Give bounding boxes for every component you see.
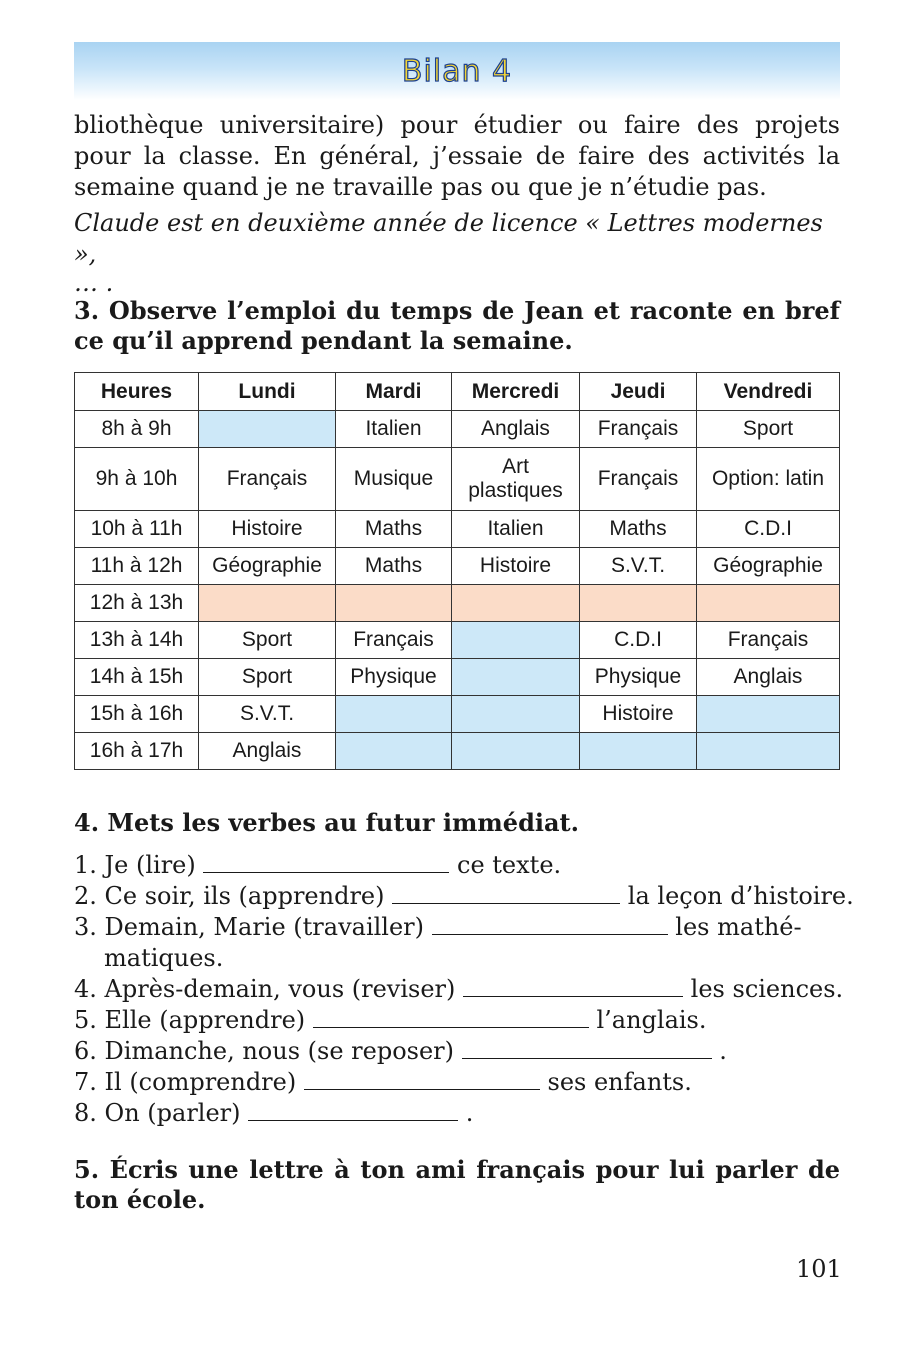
table-row: [75, 448, 840, 511]
subject-cell: S.V.T.: [199, 696, 336, 733]
subject-cell: S.V.T.: [580, 548, 697, 585]
empty-cell: [580, 733, 697, 770]
answer-blank[interactable]: [203, 850, 449, 873]
hour-cell: 9h à 10h: [75, 448, 199, 511]
item-suffix: les sciences.: [690, 975, 844, 1003]
header-cell: Vendredi: [697, 373, 840, 411]
subject-cell: Sport: [199, 659, 336, 696]
hour-cell: 15h à 16h: [75, 696, 199, 733]
list-item: [74, 912, 840, 943]
table-row: [75, 696, 840, 733]
item-suffix: la leçon d’histoire.: [627, 882, 854, 910]
table-row: [75, 733, 840, 770]
subject-cell: C.D.I: [697, 511, 840, 548]
list-item: [74, 1005, 840, 1036]
subject-cell: Art plastiques: [452, 448, 580, 511]
list-item: [74, 881, 854, 912]
subject-cell: Anglais: [452, 411, 580, 448]
item-prompt: 3. Demain, Marie (travailler): [74, 913, 425, 941]
list-item: [74, 850, 840, 881]
lunch-cell: [336, 585, 452, 622]
table-row: [75, 411, 840, 448]
item-suffix: l’anglais.: [596, 1006, 707, 1034]
subject-cell: Physique: [580, 659, 697, 696]
subject-cell: Histoire: [580, 696, 697, 733]
chapter-header: [74, 42, 840, 100]
exercise-4: [74, 808, 840, 838]
subject-cell: C.D.I: [580, 622, 697, 659]
subject-cell: Français: [336, 622, 452, 659]
item-suffix: ses enfants.: [547, 1068, 692, 1096]
exercise-4-list: [74, 850, 854, 1129]
exercise-3-title-line: ce qu’il apprend pendant la semaine.: [74, 326, 573, 355]
header-cell: Mardi: [336, 373, 452, 411]
intro-line: semaine quand je ne travaille pas ou que je n’étudie pas.: [74, 173, 767, 201]
hour-cell: 8h à 9h: [75, 411, 199, 448]
header-cell: Jeudi: [580, 373, 697, 411]
subject-cell: Histoire: [199, 511, 336, 548]
item-suffix: .: [465, 1099, 474, 1127]
subject-cell: Maths: [336, 548, 452, 585]
hour-cell: 14h à 15h: [75, 659, 199, 696]
chapter-title: Bilan 4: [401, 53, 513, 89]
table-row: [75, 548, 840, 585]
list-item: [74, 974, 844, 1005]
empty-cell: [452, 733, 580, 770]
lunch-cell: [580, 585, 697, 622]
subject-cell: Option: latin: [697, 448, 840, 511]
subject-cell: Italien: [336, 411, 452, 448]
subject-cell: Musique: [336, 448, 452, 511]
subject-cell: Géographie: [697, 548, 840, 585]
exercise-3-title: [74, 296, 840, 356]
exercise-4-title: 4. Mets les verbes au futur immédiat.: [74, 808, 579, 837]
subject-cell: Maths: [336, 511, 452, 548]
list-item: [74, 1098, 840, 1129]
empty-cell: [697, 733, 840, 770]
hour-cell: 16h à 17h: [75, 733, 199, 770]
item-suffix: ce texte.: [457, 851, 562, 879]
subject-cell: Sport: [697, 411, 840, 448]
empty-cell: [452, 622, 580, 659]
hour-cell: 13h à 14h: [75, 622, 199, 659]
empty-cell: [452, 696, 580, 733]
subject-cell: Anglais: [199, 733, 336, 770]
intro-line: pour la classe. En général, j’essaie de faire des activités la: [74, 142, 840, 170]
table-row: [75, 622, 840, 659]
exercise-5-title-line: ton école.: [74, 1185, 206, 1214]
exercise-5-title: [74, 1155, 840, 1215]
header-cell: Lundi: [199, 373, 336, 411]
answer-blank[interactable]: [462, 1036, 712, 1059]
item-prompt: 2. Ce soir, ils (apprendre): [74, 882, 385, 910]
empty-cell: [199, 411, 336, 448]
item-suffix: .: [719, 1037, 727, 1065]
subject-cell: Anglais: [697, 659, 840, 696]
subject-cell: Géographie: [199, 548, 336, 585]
header-cell: Heures: [75, 373, 199, 411]
list-item-continuation: matiques.: [104, 944, 224, 972]
header-cell: Mercredi: [452, 373, 580, 411]
item-prompt: 7. Il (comprendre): [74, 1068, 297, 1096]
empty-cell: [452, 659, 580, 696]
subject-cell: Français: [199, 448, 336, 511]
empty-cell: [336, 733, 452, 770]
hour-cell: 11h à 12h: [75, 548, 199, 585]
intro-paragraph: [74, 110, 840, 203]
table-row: [75, 511, 840, 548]
item-prompt: 4. Après-demain, vous (reviser): [74, 975, 456, 1003]
empty-cell: [336, 696, 452, 733]
subject-cell: Italien: [452, 511, 580, 548]
answer-blank[interactable]: [463, 974, 683, 997]
hour-cell: 12h à 13h: [75, 585, 199, 622]
lunch-cell: [697, 585, 840, 622]
table-row: [75, 659, 840, 696]
item-suffix: les mathé-: [675, 913, 802, 941]
answer-blank[interactable]: [392, 881, 620, 904]
subject-cell: Physique: [336, 659, 452, 696]
table-header-row: [75, 373, 840, 411]
answer-blank[interactable]: [313, 1005, 589, 1028]
page-number: 101: [796, 1255, 842, 1283]
list-item: [74, 1036, 840, 1067]
italic-line: Claude est en deuxième année de licence « Lettres modernes »,: [74, 209, 823, 268]
schedule-table: [74, 372, 840, 770]
empty-cell: [697, 696, 840, 733]
intro-italic: [74, 208, 840, 296]
hour-cell: 10h à 11h: [75, 511, 199, 548]
ellipsis: … .: [74, 269, 114, 297]
table-row-lunch: [75, 585, 840, 622]
answer-blank[interactable]: [432, 912, 668, 935]
item-prompt: 6. Dimanche, nous (se reposer): [74, 1037, 454, 1065]
intro-line: bliothèque universitaire) pour étudier ou faire des projets: [74, 111, 840, 139]
subject-cell: Français: [580, 448, 697, 511]
item-prompt: 5. Elle (apprendre): [74, 1006, 306, 1034]
subject-cell: Sport: [199, 622, 336, 659]
subject-cell: Histoire: [452, 548, 580, 585]
exercise-3-title-line: 3. Observe l’emploi du temps de Jean et raconte en bref: [74, 296, 840, 325]
exercise-5-title-line: 5. Écris une lettre à ton ami français pour lui parler de: [74, 1155, 840, 1184]
list-item: [74, 1067, 840, 1098]
subject-cell: Français: [697, 622, 840, 659]
item-prompt: 1. Je (lire): [74, 851, 196, 879]
lunch-cell: [199, 585, 336, 622]
item-prompt: 8. On (parler): [74, 1099, 241, 1127]
subject-cell: Maths: [580, 511, 697, 548]
subject-cell: Français: [580, 411, 697, 448]
answer-blank[interactable]: [304, 1067, 540, 1090]
answer-blank[interactable]: [248, 1098, 458, 1121]
lunch-cell: [452, 585, 580, 622]
